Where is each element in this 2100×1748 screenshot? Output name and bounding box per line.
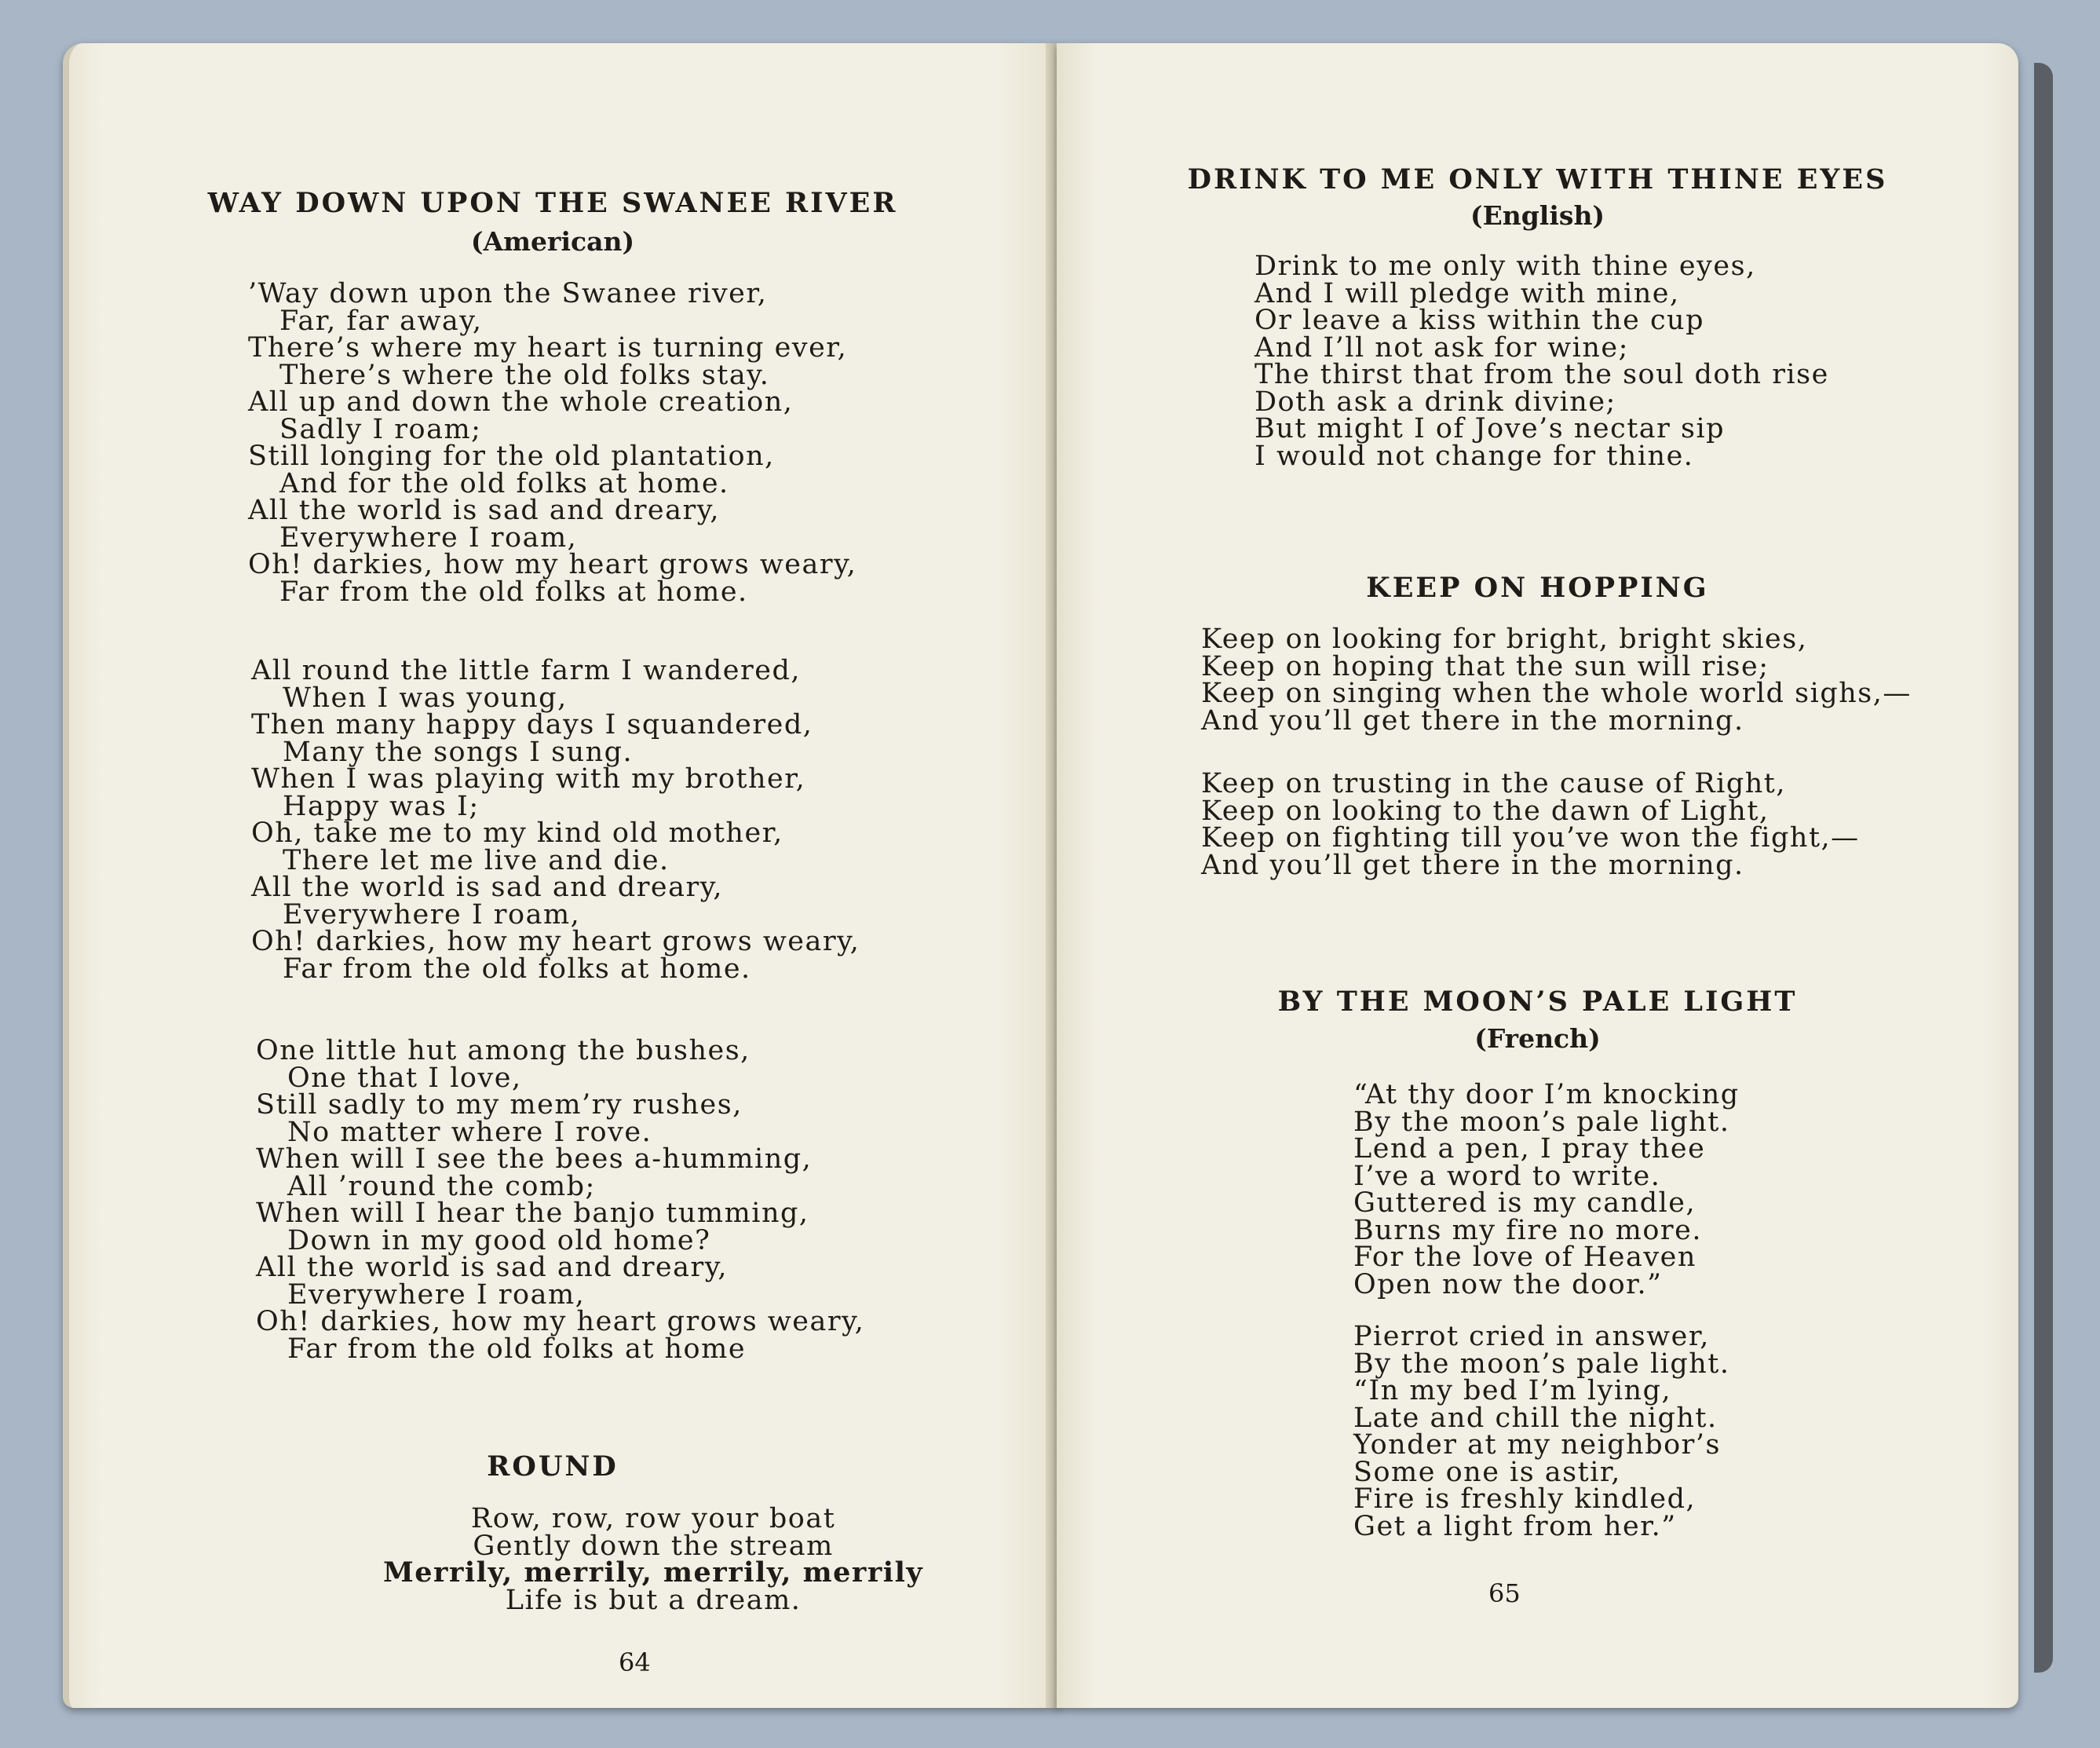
page-number: 65	[1488, 1578, 1521, 1608]
verse	[1353, 1081, 1740, 1298]
verse-line: Oh! darkies, how my heart grows weary,	[251, 926, 860, 957]
verse-line: Life is but a dream.	[505, 1584, 802, 1616]
verse-line: ’Way down upon the Swanee river,	[248, 278, 768, 309]
verse-line: For the love of Heaven	[1353, 1242, 1696, 1273]
verse-line: There’s where the old folks stay.	[279, 359, 770, 391]
verse-line: Still longing for the old plantation,	[248, 441, 775, 472]
verse-line: And I will pledge with mine,	[1255, 277, 1680, 309]
song-title: KEEP ON HOPPING	[1366, 572, 1709, 604]
verse-line: By the moon’s pale light.	[1353, 1106, 1730, 1138]
verse-line: Pierrot cried in answer,	[1353, 1321, 1710, 1352]
book-spread	[55, 43, 2053, 1716]
verse-line: Row, row, row your boat	[470, 1503, 836, 1534]
right-page	[1057, 43, 2018, 1708]
verse-line: Everywhere I roam,	[283, 898, 581, 931]
verse-line: And you’ll get there in the morning.	[1201, 704, 1744, 737]
verse-line: “At thy door I’m knocking	[1353, 1079, 1740, 1110]
verse-line: Open now the door.”	[1353, 1268, 1663, 1300]
verse-line: When will I hear the banjo tumming,	[256, 1198, 809, 1229]
verse	[1255, 250, 1829, 472]
left-page	[63, 43, 1060, 1708]
verse-line: And I’ll not ask for wine;	[1255, 331, 1629, 364]
verse-line: Far from the old folks at home.	[279, 576, 748, 608]
verse-line: Far from the old folks at home	[287, 1333, 747, 1365]
verse-line: All ’round the comb;	[287, 1170, 596, 1202]
verse-line: Oh, take me to my kind old mother,	[251, 817, 783, 849]
song-title: ROUND	[487, 1450, 619, 1483]
verse-line: Keep on singing when the whole world sighs,—	[1201, 678, 1912, 709]
song-title: WAY DOWN UPON THE SWANEE RIVER	[207, 187, 898, 219]
verse-line: Still sadly to my mem’ry rushes,	[256, 1089, 743, 1121]
page-number: 64	[619, 1647, 651, 1677]
verse-line: All the world is sad and dreary,	[251, 872, 723, 903]
verse	[248, 278, 857, 608]
verse-line: But might I of Jove’s nectar sip	[1255, 413, 1726, 444]
song-title: BY THE MOON’S PALE LIGHT	[1277, 986, 1798, 1018]
verse-line: And you’ll get there in the morning.	[1201, 849, 1744, 881]
verse	[1353, 1323, 1729, 1540]
verse-line: Keep on hoping that the sun will rise;	[1201, 650, 1769, 682]
verse-line: Gently down the stream	[473, 1530, 834, 1562]
verse-line: Oh! darkies, how my heart grows weary,	[256, 1306, 865, 1337]
song-origin: (French)	[1474, 1023, 1601, 1054]
verse-line: Sadly I roam;	[279, 413, 482, 445]
verse-line: And for the old folks at home.	[279, 467, 729, 499]
verse-line: Everywhere I roam,	[279, 521, 578, 554]
verse-line: When will I see the bees a-humming,	[256, 1143, 813, 1175]
verse	[1201, 770, 1860, 879]
verse-line: All the world is sad and dreary,	[248, 495, 720, 526]
verse-line: Get a light from her.”	[1353, 1510, 1677, 1542]
verse-line: Keep on trusting in the cause of Right,	[1201, 768, 1786, 799]
verse-line: Happy was I;	[283, 790, 480, 822]
verse-line: Guttered is my candle,	[1353, 1187, 1696, 1219]
verse	[251, 655, 860, 985]
verse-line: When I was playing with my brother,	[251, 763, 806, 795]
verse-line: Everywhere I roam,	[287, 1278, 586, 1311]
verse-line: All the world is sad and dreary,	[256, 1252, 728, 1283]
verse-line: Keep on fighting till you’ve won the fight,—	[1201, 822, 1860, 854]
verse-line: Or leave a kiss within the cup	[1255, 305, 1704, 336]
song-origin: (American)	[470, 226, 635, 257]
song-origin: (English)	[1470, 200, 1605, 231]
verse	[383, 1505, 923, 1614]
verse-line: All round the little farm I wandered,	[251, 655, 801, 686]
verse	[1201, 624, 1912, 737]
verse-line: Late and chill the night.	[1353, 1402, 1718, 1434]
verse-line: Then many happy days I squandered,	[251, 709, 813, 741]
verse-line: Lend a pen, I pray thee	[1353, 1133, 1706, 1165]
verse-line: The thirst that from the soul doth rise	[1255, 359, 1829, 390]
song-title: DRINK TO ME ONLY WITH THINE EYES	[1187, 163, 1888, 196]
verse-line: Far from the old folks at home.	[283, 953, 751, 985]
verse-line: One little hut among the bushes,	[256, 1035, 751, 1066]
verse-line: Far, far away,	[279, 305, 483, 337]
verse-line: There let me live and die.	[283, 844, 670, 876]
book-cover-edge	[2034, 63, 2053, 1673]
verse-line: When I was young,	[283, 682, 568, 714]
verse-line: Down in my good old home?	[287, 1224, 711, 1256]
verse-line: “In my bed I’m lying,	[1353, 1375, 1672, 1406]
verse-line: Doth ask a drink divine;	[1255, 386, 1616, 418]
verse-line: Merrily, merrily, merrily, merrily	[383, 1556, 924, 1589]
verse-line: Fire is freshly kindled,	[1353, 1483, 1696, 1515]
verse-line: Keep on looking to the dawn of Light,	[1201, 795, 1769, 827]
verse-line: By the moon’s pale light.	[1353, 1348, 1730, 1380]
verse-line: Keep on looking for bright, bright skies,	[1201, 624, 1808, 655]
verse-line: Many the songs I sung.	[283, 736, 634, 768]
verse-line: Some one is astir,	[1353, 1456, 1621, 1488]
verse-line: Drink to me only with thine eyes,	[1255, 250, 1756, 282]
verse-line: Oh! darkies, how my heart grows weary,	[248, 549, 857, 580]
verse-line: I’ve a word to write.	[1353, 1160, 1661, 1192]
verse	[256, 1035, 865, 1365]
verse-line: One that I love,	[287, 1062, 522, 1094]
verse-line: There’s where my heart is turning ever,	[248, 332, 848, 364]
verse-line: Burns my fire no more.	[1353, 1214, 1702, 1246]
verse-line: Yonder at my neighbor’s	[1353, 1429, 1721, 1461]
verse-line: No matter where I rove.	[287, 1116, 652, 1148]
verse-line: I would not change for thine.	[1255, 440, 1694, 472]
verse-line: All up and down the whole creation,	[248, 386, 794, 418]
